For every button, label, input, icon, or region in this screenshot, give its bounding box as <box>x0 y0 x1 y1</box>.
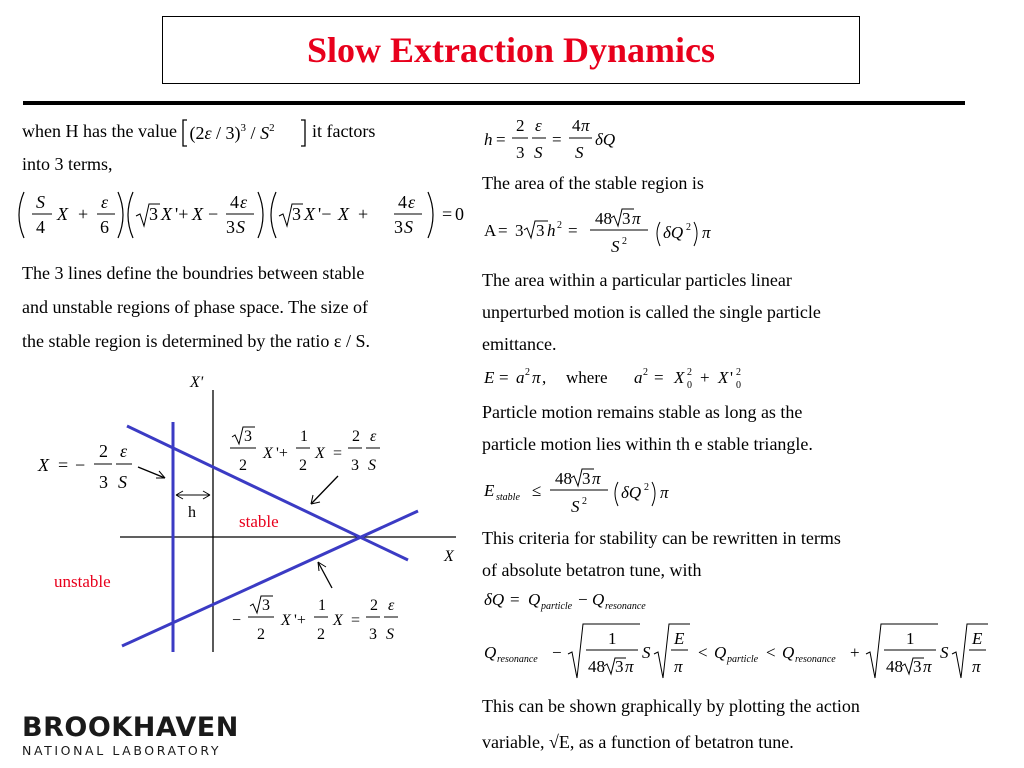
stable-label: stable <box>239 512 279 531</box>
svg-text:π: π <box>581 116 590 135</box>
svg-text:3: 3 <box>226 217 235 237</box>
svg-text:3: 3 <box>582 469 591 488</box>
svg-text:3: 3 <box>516 143 525 162</box>
svg-text:π: π <box>532 368 541 387</box>
svg-text:4: 4 <box>398 192 407 212</box>
emittance-text-line-1: The area within a particular particles linear <box>482 270 792 290</box>
svg-text:π: π <box>632 209 641 228</box>
svg-text:2: 2 <box>686 222 691 233</box>
left-paragraph-line-2: and unstable regions of phase space. The size of <box>22 297 369 317</box>
logo-main-text: BROOKHAVEN <box>22 712 239 743</box>
svg-text:−: − <box>208 204 219 224</box>
factor-equation <box>8 188 468 242</box>
svg-text:X: X <box>333 612 343 629</box>
svg-text:'+: '+ <box>294 612 306 629</box>
svg-text:Q: Q <box>714 643 727 662</box>
svg-text:S: S <box>534 143 543 162</box>
svg-text:E: E <box>484 368 495 387</box>
svg-text:=: = <box>499 368 509 387</box>
svg-text:π: π <box>702 223 711 242</box>
svg-text:3: 3 <box>913 657 922 676</box>
svg-text:S: S <box>386 626 394 643</box>
svg-text:3: 3 <box>515 221 524 240</box>
svg-text:S: S <box>404 217 413 237</box>
graph-text <box>482 688 860 760</box>
svg-text:2: 2 <box>317 626 325 643</box>
svg-text:ε: ε <box>120 441 128 461</box>
svg-text:0: 0 <box>455 204 464 224</box>
svg-text:2: 2 <box>643 367 648 378</box>
svg-text:resonance: resonance <box>605 601 646 612</box>
svg-text:0: 0 <box>687 380 692 391</box>
svg-text:resonance: resonance <box>795 654 836 665</box>
svg-text:6: 6 <box>100 217 109 237</box>
svg-text:E: E <box>674 629 685 648</box>
svg-text:=: = <box>568 221 578 240</box>
svg-text:resonance: resonance <box>497 654 538 665</box>
svg-text:2: 2 <box>370 597 378 614</box>
svg-text:'−: '− <box>318 204 332 224</box>
h-label: h <box>188 504 196 521</box>
estable-equation <box>482 460 702 518</box>
svg-text:δQ: δQ <box>595 130 616 149</box>
svg-text:=: = <box>442 204 453 224</box>
svg-text:3: 3 <box>615 657 624 676</box>
svg-text:2: 2 <box>736 367 741 378</box>
svg-text:X: X <box>57 204 68 224</box>
h-equation <box>482 114 632 168</box>
svg-text:3: 3 <box>536 221 545 240</box>
svg-text:,: , <box>542 368 547 387</box>
svg-text:+: + <box>78 204 89 224</box>
svg-text:2: 2 <box>582 496 587 507</box>
svg-text:+: + <box>850 643 860 662</box>
left-line-1 <box>22 118 375 148</box>
svg-text:2: 2 <box>99 441 108 461</box>
h-equation-graphic <box>482 114 632 168</box>
svg-text:a: a <box>634 368 643 387</box>
svg-text:<: < <box>698 643 708 662</box>
stable-text-line-2: particle motion lies within th e stable triangle. <box>482 434 813 454</box>
svg-text:=: = <box>351 612 361 629</box>
svg-text:4: 4 <box>230 192 239 212</box>
svg-text:<: < <box>766 643 776 662</box>
svg-text:0: 0 <box>736 380 741 391</box>
svg-text:X: X <box>674 368 685 387</box>
svg-text:X: X <box>263 445 273 462</box>
svg-text:+: + <box>358 204 369 224</box>
svg-text:−: − <box>75 455 86 475</box>
svg-text:Q: Q <box>782 643 795 662</box>
brookhaven-logo <box>22 712 239 758</box>
svg-text:+: + <box>700 368 710 387</box>
criteria-text-line-1: This criteria for stability can be rewritten in terms <box>482 528 841 548</box>
svg-text:3: 3 <box>394 217 403 237</box>
svg-text:ε: ε <box>101 192 109 212</box>
emittance-equation <box>482 364 782 392</box>
svg-text:π: π <box>674 657 683 676</box>
svg-text:δQ: δQ <box>621 483 642 502</box>
svg-text:2: 2 <box>257 626 265 643</box>
left-line-2: into 3 terms, <box>22 154 113 174</box>
svg-text:S: S <box>36 192 45 212</box>
stable-text-line-1: Particle motion remains stable as long as the <box>482 402 803 422</box>
svg-text:': ' <box>730 368 734 387</box>
svg-text:δQ: δQ <box>663 223 684 242</box>
svg-text:S: S <box>940 643 949 662</box>
x-prime-axis-label: X' <box>190 374 204 391</box>
h-value-expression <box>181 118 307 148</box>
upper-line-equation <box>230 427 380 474</box>
svg-text:2: 2 <box>516 116 525 135</box>
svg-text:h: h <box>547 221 556 240</box>
svg-text:S: S <box>642 643 651 662</box>
estable-equation-graphic <box>482 460 702 518</box>
svg-text:4: 4 <box>36 217 45 237</box>
svg-text:S: S <box>571 497 580 516</box>
svg-text:S: S <box>368 457 376 474</box>
title-box <box>162 16 860 84</box>
svg-text:X: X <box>281 612 291 629</box>
svg-text:a: a <box>516 368 525 387</box>
svg-text:=: = <box>552 130 562 149</box>
h-value-inner: $(2\varepsilon / 3)^3 / S^2$ <box>189 122 275 143</box>
svg-text:=: = <box>333 445 343 462</box>
lower-line-equation <box>232 596 398 643</box>
left-paragraph-line-1: The 3 lines define the boundries between stable <box>22 263 365 283</box>
svg-text:2: 2 <box>644 482 649 493</box>
svg-text:particle: particle <box>541 601 573 612</box>
svg-text:where: where <box>566 368 608 387</box>
svg-text:Q: Q <box>528 590 541 609</box>
svg-text:ε: ε <box>408 192 416 212</box>
svg-text:S: S <box>236 217 245 237</box>
logo-sub-text: NATIONAL LABORATORY <box>22 743 222 758</box>
criteria-text <box>482 522 841 586</box>
left-paragraph <box>22 256 370 358</box>
svg-text:≤: ≤ <box>532 481 542 500</box>
svg-text:48: 48 <box>595 209 612 228</box>
criteria-text-line-2: of absolute betatron tune, with <box>482 560 702 580</box>
svg-text:1: 1 <box>318 597 326 614</box>
svg-text:π: π <box>923 657 932 676</box>
unstable-label: unstable <box>54 572 111 591</box>
title-rule <box>23 101 965 105</box>
svg-text:X: X <box>304 204 315 224</box>
svg-text:2: 2 <box>525 367 530 378</box>
svg-text:X: X <box>38 455 49 475</box>
svg-text:X: X <box>315 445 325 462</box>
svg-text:ε: ε <box>370 428 377 445</box>
svg-text:π: π <box>592 469 601 488</box>
svg-text:h: h <box>484 130 493 149</box>
svg-text:−: − <box>552 643 562 662</box>
x-axis-label: X <box>444 548 454 565</box>
svg-text:'+: '+ <box>175 204 189 224</box>
emittance-text-line-2: unperturbed motion is called the single particle <box>482 302 821 322</box>
svg-text:−: − <box>232 612 242 629</box>
svg-text:X: X <box>338 204 349 224</box>
graph-text-line-2: variable, √E, as a function of betatron tune. <box>482 732 794 752</box>
svg-text:S: S <box>611 237 620 256</box>
area-equation <box>482 200 742 260</box>
svg-text:S: S <box>118 472 127 492</box>
area-text: The area of the stable region is <box>482 173 704 193</box>
svg-text:=: = <box>496 130 506 149</box>
svg-text:3: 3 <box>369 626 377 643</box>
vertical-eq-pointer <box>138 467 165 478</box>
svg-text:Q: Q <box>592 590 605 609</box>
svg-text:=: = <box>654 368 664 387</box>
svg-text:X: X <box>718 368 729 387</box>
svg-text:=: = <box>510 590 520 609</box>
svg-text:3: 3 <box>244 428 252 445</box>
svg-text:3: 3 <box>262 597 270 614</box>
svg-text:3: 3 <box>292 204 301 224</box>
svg-text:48: 48 <box>555 469 572 488</box>
svg-text:'+: '+ <box>276 445 288 462</box>
graph-text-line-1: This can be shown graphically by plotting the action <box>482 696 860 716</box>
left-line-1-pre: when H has the value <box>22 121 177 142</box>
svg-text:1: 1 <box>906 629 915 648</box>
svg-text:3: 3 <box>622 209 631 228</box>
svg-text:S: S <box>575 143 584 162</box>
svg-text:E: E <box>484 481 495 500</box>
qres-equation <box>482 622 1012 682</box>
area-equation-graphic <box>482 200 742 260</box>
svg-text:2: 2 <box>687 367 692 378</box>
svg-text:particle: particle <box>727 654 759 665</box>
svg-text:2: 2 <box>557 220 562 231</box>
phase-space-diagram <box>30 370 470 660</box>
svg-text:1: 1 <box>608 629 617 648</box>
svg-text:ε: ε <box>388 597 395 614</box>
svg-text:Q: Q <box>484 643 497 662</box>
qres-equation-graphic <box>482 622 1012 682</box>
svg-text:3: 3 <box>351 457 359 474</box>
emittance-text <box>482 264 821 360</box>
svg-text:3: 3 <box>149 204 158 224</box>
svg-text:X: X <box>192 204 203 224</box>
svg-text:48: 48 <box>588 657 605 676</box>
svg-text:E: E <box>972 629 983 648</box>
stable-text <box>482 396 813 460</box>
left-paragraph-line-3: the stable region is determined by the ratio ε / S. <box>22 331 370 351</box>
svg-text:stable: stable <box>496 492 520 503</box>
svg-text:4: 4 <box>572 116 581 135</box>
svg-text:A: A <box>484 221 497 240</box>
svg-text:2: 2 <box>622 236 627 247</box>
emittance-text-line-3: emittance. <box>482 334 557 354</box>
dq-equation <box>482 588 702 616</box>
svg-text:X: X <box>161 204 172 224</box>
vertical-line-equation <box>37 441 132 492</box>
upper-eq-pointer <box>311 476 338 504</box>
dq-equation-graphic <box>482 588 702 616</box>
svg-text:2: 2 <box>299 457 307 474</box>
svg-text:ε: ε <box>535 116 542 135</box>
svg-text:π: π <box>972 657 981 676</box>
left-line-1-post: it factors <box>311 121 376 142</box>
svg-text:2: 2 <box>352 428 360 445</box>
slide-title: Slow Extraction Dynamics <box>307 30 715 70</box>
svg-text:2: 2 <box>239 457 247 474</box>
svg-text:−: − <box>578 590 588 609</box>
svg-text:48: 48 <box>886 657 903 676</box>
svg-text:3: 3 <box>99 472 108 492</box>
svg-text:=: = <box>58 455 69 475</box>
svg-text:δQ: δQ <box>484 590 505 609</box>
svg-text:π: π <box>625 657 634 676</box>
svg-text:π: π <box>660 483 669 502</box>
emittance-equation-graphic <box>482 364 782 392</box>
svg-text:1: 1 <box>300 428 308 445</box>
factor-equation-graphic <box>8 188 468 242</box>
svg-text:ε: ε <box>240 192 248 212</box>
svg-text:=: = <box>498 221 508 240</box>
